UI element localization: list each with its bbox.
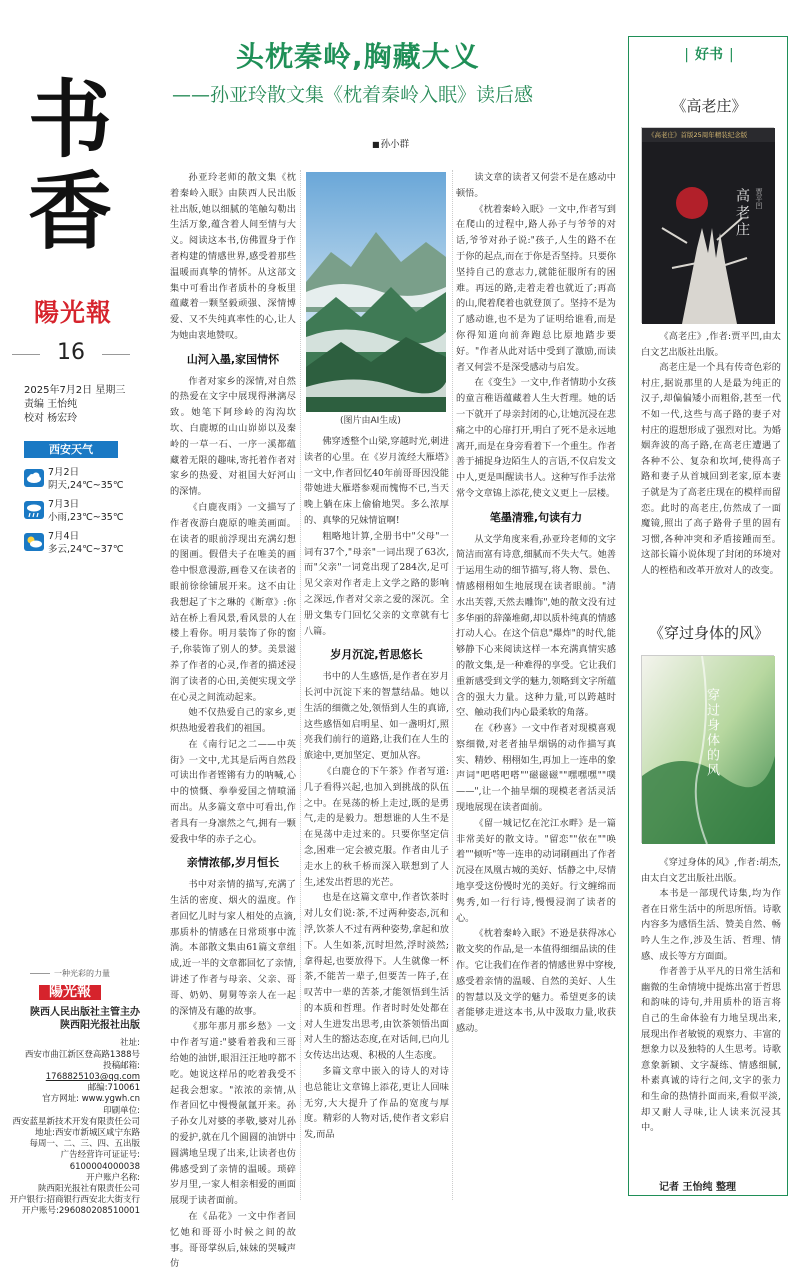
article-paragraph: 她不仅热爱自己的家乡,更炽热地爱着我们的祖国。 bbox=[170, 707, 296, 735]
article-paragraph: 《白鹿仓的下午茶》作者写道:几子看得兴起,也加入到挑战的队伍之中。在晃荡的桥上走过,既的是勇气,走的是毅力。想想谁的人生不是在晃荡中走过来的。只要你坚定信念,困难一定会被克服。作者由儿子走水上的秋千桥而深入联想到了人生,述发出哲思的光芒。 bbox=[304, 765, 449, 888]
imprint-line: 地址:西安市新城区咸宁东路 bbox=[35, 1128, 140, 1139]
good-books-label: | 好书 | bbox=[629, 44, 789, 64]
article-column-1 bbox=[170, 170, 296, 1270]
imprint-info bbox=[0, 968, 150, 1218]
imprint-website[interactable]: 官方网址: www.ygwh.cn bbox=[42, 1094, 140, 1105]
book-2-cover bbox=[641, 655, 774, 843]
book-1-desc: 高老庄是一个具有传奇色彩的村庄,据说那里的人是最为纯正的汉子,却偏偏矮小而粗俗,甚至一代不如一代,这些与高子路的妻子对村庄的遐想形成了强烈对比。为婚姻奔波的高子路,在高老庄遭遇了各种不公、复杂和坎坷,使得高子路和妻子从首城回到老家,原本妻子就是为了高老庄现在的模样而留恋。此时的高老庄,仿然成了一面魔镜,照出了高子路骨子里的固有习惯,各种冲突和矛盾接踵而至。这部长篇小说体现了封闭的环境对人的桎梏和改革开放对人的改变。 bbox=[641, 362, 781, 576]
book-2-intro: 《穿过身体的风》,作者:胡杰,由太白文艺出版社出版。 bbox=[641, 857, 781, 884]
column-divider bbox=[300, 170, 301, 1200]
cloudy-icon bbox=[24, 469, 44, 487]
weather-title: 西安天气 bbox=[24, 441, 118, 458]
article-paragraph: 书中的人生感悟,是作者在岁月长河中沉淀下来的智慧结晶。她以生活的细微之处,领悟到人生的真谛,这些感悟如启明星、如一盏明灯,照亮我们前行的道路,让我们在人生的旅途中,更加坚定、更加从容。 bbox=[304, 671, 449, 762]
page-number: 16 bbox=[12, 340, 130, 365]
article-paragraph: 粗略地计算,全册书中"父母"一词有37个,"母亲"一词出现了63次,而"父亲"一词竟出现了284次,足可见父亲对作者走上文学之路的影响之深远,作者对父亲之爱的深沉。全册文集专门回忆父亲的文章就有七八篇。 bbox=[304, 530, 449, 637]
main-article bbox=[152, 0, 622, 1270]
publisher-line-2: 陕西阳光报社出版 bbox=[60, 1020, 140, 1032]
book-2-desc: 本书是一部现代诗集,均为作者在日常生活中的所思所悟。诗歌内容多为感悟生活、赞美自然、畅吟人生之作,涉及生活、哲理、情感、成长等方方面面。 bbox=[641, 888, 781, 962]
weather-date: 7月3日 bbox=[48, 499, 80, 510]
article-paragraph: 在《秒喜》一文中作者对现模喜观察细微,对老者抽旱烟锅的动作描写真实、精妙、栩栩如生,再加上一连串的象声词"吧嗒吧嗒""磁磁磁""嘿嘿嘿""噗——",让一个抽旱烟的现模老者活灵活现地展现在读者面前。 bbox=[456, 723, 616, 814]
imprint-line: 开户账号:296080208510001 bbox=[22, 1206, 140, 1217]
weather-day-2 bbox=[24, 498, 144, 528]
article-column-2 bbox=[304, 434, 449, 1205]
imprint-line: 6100004000038 bbox=[69, 1161, 140, 1172]
imprint-line: 西安蓝星新技术开发有限责任公司 bbox=[12, 1116, 140, 1127]
article-paragraph: 佛穿透整个山梁,穿越时光,刺进读者的心里。在《岁月流经大雁塔》一文中,作者回忆40年前哥哥因没能带她进大雁塔参观而愧悔不已,当天晚上躺在床上偷偷地哭。多么浓厚的、真挚的兄妹情谊啊! bbox=[304, 436, 449, 526]
slogan: 一种光彩的力量 bbox=[0, 968, 140, 979]
weather-day-3 bbox=[24, 530, 144, 560]
weather-desc: 多云,24℃~37℃ bbox=[48, 544, 124, 555]
book-1-title: 《高老庄》 bbox=[671, 97, 747, 115]
article-paragraph: 《白鹿夜雨》一文描写了作者夜游白鹿原的唯美画面。在读者的眼前浮现出充满幻想的图画。假借夫子在唯美的画卷中恨意漫游,画卷又在读者的眼前徐徐铺展开来。这不由让我想起了卞之琳的《断章》:你站在桥上看风景,看风景的人在楼上看你。明月装饰了你的窗子,你装饰了别人的梦。美景滋养了作者的心灵,作者的描述浸润了读者的心田,美便实现文学在心灵之间流动起来。 bbox=[170, 501, 296, 703]
article-paragraph: 作者对家乡的深情,对自然的热爱在文字中展现得淋漓尽致。她笔下阿珍岭的沟沟坎坎、白鹿塬的山山峁峁以及秦岭的一草一石、一序一溪都蕴藏着无限的趣味,寄托着作者对家乡的热爱、对祖国大好河山的深情。 bbox=[170, 375, 296, 498]
weather-date: 7月2日 bbox=[48, 467, 80, 478]
editor-credit: 责编 王怡纯 bbox=[24, 399, 78, 410]
imprint-line: 广告经营许可证证号: bbox=[60, 1150, 140, 1161]
section-heading: 岁月沉淀,哲思悠长 bbox=[330, 648, 423, 662]
article-paragraph: 《留一城记忆在沱江水畔》是一篇非常美好的散文诗。"留恋""依在""唤着""倾听"等一连串的动词刷画出了作者沉浸在凤凰古城的美好、恬静之中,尽情地享受这份慢时光的美好。行文缠绵而隽秀,如一行行诗,慢慢浸润了读者的心。 bbox=[456, 817, 616, 924]
headline: 头枕秦岭,胸藏大义 bbox=[236, 40, 480, 73]
article-paragraph: 在《南行记之二——中英街》一文中,尤其是后两自然段可读出作者铿锵有力的呐喊,心中的愤慨、拳拳爱国之情喷涌而出。从多篇文章中可看出,作者具有一身凛然之气,拥有一颗爱我中华的赤子之心。 bbox=[170, 738, 296, 845]
reporter-credit: 记者 王怡纯 整理 bbox=[659, 1182, 736, 1193]
article-paragraph: 书中对亲情的描写,充满了生活的密度、烟火的温度。作者回忆儿时与家人相处的点滴,那质朴的情感在日常琐事中流淌。本部散文集由61篇文章组成,近一半的文章都回忆了亲情,讲述了作者与母亲、父亲、哥哥、奶奶、舅舅等亲人在一起的深情及有趣的故事。 bbox=[170, 879, 296, 1017]
book-2-description bbox=[641, 855, 781, 1136]
section-heading: 笔墨清雅,句读有力 bbox=[489, 510, 583, 524]
weather-date: 7月4日 bbox=[48, 531, 80, 542]
section-title-char-1: 书 bbox=[28, 71, 113, 169]
proofreader-credit: 校对 杨宏玲 bbox=[24, 413, 78, 424]
article-paragraph: 《枕着秦岭入眠》一文中,作者写到在爬山的过程中,路人孙子与爷爷的对话,爷爷对孙子说:"孩子,人生的路不在于你的起点,而在于你是否坚持。只要你坚持自己的意志力,就能征服所有的困难。再远的路,走着走着也就近了;再高的山,爬着爬着也就登顶了。坚持不是为了感动谁,也不是为了证明给谁看,而是你得知道向前奔跑总比原地踏步要好。"作者从此对话中受到了激励,而读者又何尝不是深受感动与启发。 bbox=[456, 203, 616, 373]
book-1-cover-author: 贾平凹 bbox=[755, 188, 763, 209]
sidebar bbox=[0, 0, 150, 1217]
partly-cloudy-icon bbox=[24, 533, 44, 551]
section-title-char-2: 香 bbox=[28, 163, 113, 261]
weather-day-1 bbox=[24, 466, 144, 496]
good-books-panel bbox=[628, 36, 788, 1196]
author-byline: ■ 孙小群 bbox=[372, 136, 409, 150]
weather-desc: 阴天,24℃~35℃ bbox=[48, 480, 124, 491]
book-2-desc-2: 作者善于从平凡的日常生活和幽微的生命情境中提炼出富于哲思和韵味的诗句,并用质朴的语言将自己的生命体验有力地呈现出来,展现出作者敏锐的观察力、丰富的想象力以及独特的人生思考。诗歌意象新颖、文字凝练、情感细腻,朴素真诚的诗行之间,文字的张力和生命的热情扑面而来,看似平淡,却又耐人寻味,让人读来沉浸其中。 bbox=[641, 966, 781, 1134]
column-divider bbox=[452, 170, 453, 1200]
imprint-line: 投稿邮箱: bbox=[103, 1060, 140, 1071]
imprint-line: 邮编:710061 bbox=[87, 1083, 140, 1094]
imprint-line: 社址: bbox=[120, 1038, 140, 1049]
subheadline: ——孙亚玲散文集《枕着秦岭入眠》读后感 bbox=[172, 84, 534, 106]
article-paragraph: 《那年那月那乡愁》一文中作者写道:"婆看着我和三哥给她的油饼,眼泪汪汪地哼都不吃。她说这样吊的吃着我受不起我会想家。"浓浓的亲情,从作者回忆中慢慢氤氲开来。孙子孙女儿对婆的孝敬,婆对儿孙的爱护,就在几个圆圆的油饼中圆满地呈现了出来,让读者也仿佛感受到了亲情的温暖。琐碎岁月里,一家人相亲相爱的画面展现于读者面前。 bbox=[170, 1021, 296, 1207]
imprint-line: 开户账户名称: bbox=[86, 1172, 140, 1183]
bottom-logo: 陽光報 bbox=[39, 985, 101, 1000]
imprint-line: 每周一、二、三、四、五出版 bbox=[29, 1139, 140, 1150]
photo-caption: (图片由AI生成) bbox=[340, 416, 401, 426]
book-2-cover-title: 穿过身体的风 bbox=[704, 688, 719, 778]
article-paragraph: 从文学角度来看,孙亚玲老师的文字简洁而富有诗意,细腻而不失大气。她善于运用生动的细节描写,将人物、景色、情感栩栩如生地展现在读者眼前。"清水出芙蓉,天然去雕饰",她的散文没有过多华丽的辞藻堆砌,却以质朴纯真的情感打动人心。在这个信息"爆炸"的时代,能够静下心来阅读这样一本充满真情实感的散文集,是一种难得的享受。它让我们重新感受到文学的魅力,领略到文字所蕴含的强大力量。这种力量,可以跨越时空、触动我们内心最柔软的角落。 bbox=[456, 533, 616, 719]
newspaper-logo: 陽光報 bbox=[34, 298, 113, 327]
imprint-email[interactable]: 1768825103@qq.com bbox=[45, 1072, 140, 1083]
book-1-series: 《高老庄》首版25周年精装纪念版 bbox=[648, 131, 748, 139]
article-paragraph: 读文章的读者又何尝不是在感动中顿悟。 bbox=[456, 172, 616, 199]
book-1-intro: 《高老庄》,作者:贾平凹,由太白文艺出版社出版。 bbox=[641, 331, 781, 358]
imprint-line: 西安市曲江新区登高路1388号 bbox=[24, 1049, 140, 1060]
imprint-line: 印刷单位: bbox=[103, 1105, 140, 1116]
publisher-line-1: 陕西人民出版社主管主办 bbox=[30, 1007, 140, 1019]
article-paragraph: 也是在这篇文章中,作者饮茶时对儿女们说:茶,不过两种姿态,沉和浮,饮茶人不过有两种姿势,拿起和放下。人生如茶,沉时坦然,浮时淡然;拿得起,也要放得下。人生就像一杯茶,不能苦一辈子,但要苦一阵子,在叹苦中一辈的苦茶,才能领悟到生活的本质和哲理。作者时时处处都在对人生进发出思考,由饮茶领悟出面对人生的豁达态度,在对话间,已向儿女传达出达观、积极的人生态度。 bbox=[304, 892, 449, 1062]
article-paragraph: 孙亚玲老师的散文集《枕着秦岭入眠》由陕西人民出版社出版,她以细腻的笔触勾勒出生活万象,蕴含着人间至情与大义。阅读这本书,仿佛置身于作者构建的情感世界,感受着那些温暖而真挚的情怀。从这部文集中可看出作者质朴的身板里蕴藏着一颗坚毅顽强、深情博爱、又不失纯真率性的心,让人为她由衷地赞叹。 bbox=[170, 172, 296, 341]
weather-desc: 小雨,23℃~35℃ bbox=[48, 512, 124, 523]
article-column-3 bbox=[456, 170, 616, 1205]
section-heading: 亲情浓郁,岁月恒长 bbox=[186, 856, 280, 870]
book-2-title: 《穿过身体的风》 bbox=[648, 624, 769, 642]
issue-date: 2025年7月2日 星期三 bbox=[24, 385, 126, 396]
section-heading: 山河入墨,家国情怀 bbox=[186, 352, 280, 366]
imprint-line: 陕西阳光报社有限责任公司 bbox=[37, 1184, 140, 1195]
mountain-photo bbox=[306, 172, 446, 412]
article-paragraph: 在《品花》一文中作者回忆她和哥哥小时候之间的故事。哥哥掌纵后,妹妹的哭喊声仿 bbox=[170, 1211, 296, 1270]
book-1-description bbox=[641, 329, 781, 579]
imprint-line: 开户银行:招商银行西安北大街支行 bbox=[9, 1195, 140, 1206]
book-1-cover-title: 高老庄 bbox=[734, 188, 750, 239]
rain-icon bbox=[24, 501, 44, 519]
book-1-cover bbox=[641, 127, 774, 323]
article-paragraph: 《枕着秦岭入眠》不逊是获得冰心散文奖的作品,是一本值得细细品读的佳作。它让我们在作者的情感世界中穿梭,感受着亲情的温暖、自然的美好、人生的智慧以及文学的魅力。希望更多的读者能够走进这本书,从中汲取力量,收获感动。 bbox=[456, 928, 616, 1035]
article-paragraph: 多篇文章中嵌入的诗人的对诗也总能让文章锦上添花,更让人回味无穷,大大提升了作品的宽度与厚度。精彩的人物对话,使作者文彩启发,而品 bbox=[304, 1066, 449, 1141]
article-paragraph: 在《变生》一文中,作者情助小女孩的童言稚语蕴藏着人生大哲理。她的话一下就开了母亲封闭的心,让她沉浸在悲痛之中的心扉打开,明白了死不是永远地离开,而是在身旁看着下一个重生。作者善于捕捉身边陌生人的言语,不仅启发文中人,更是叫醒读书人。这种写作手法常常令文章锦上添花,使文义更上一层楼。 bbox=[456, 377, 616, 499]
